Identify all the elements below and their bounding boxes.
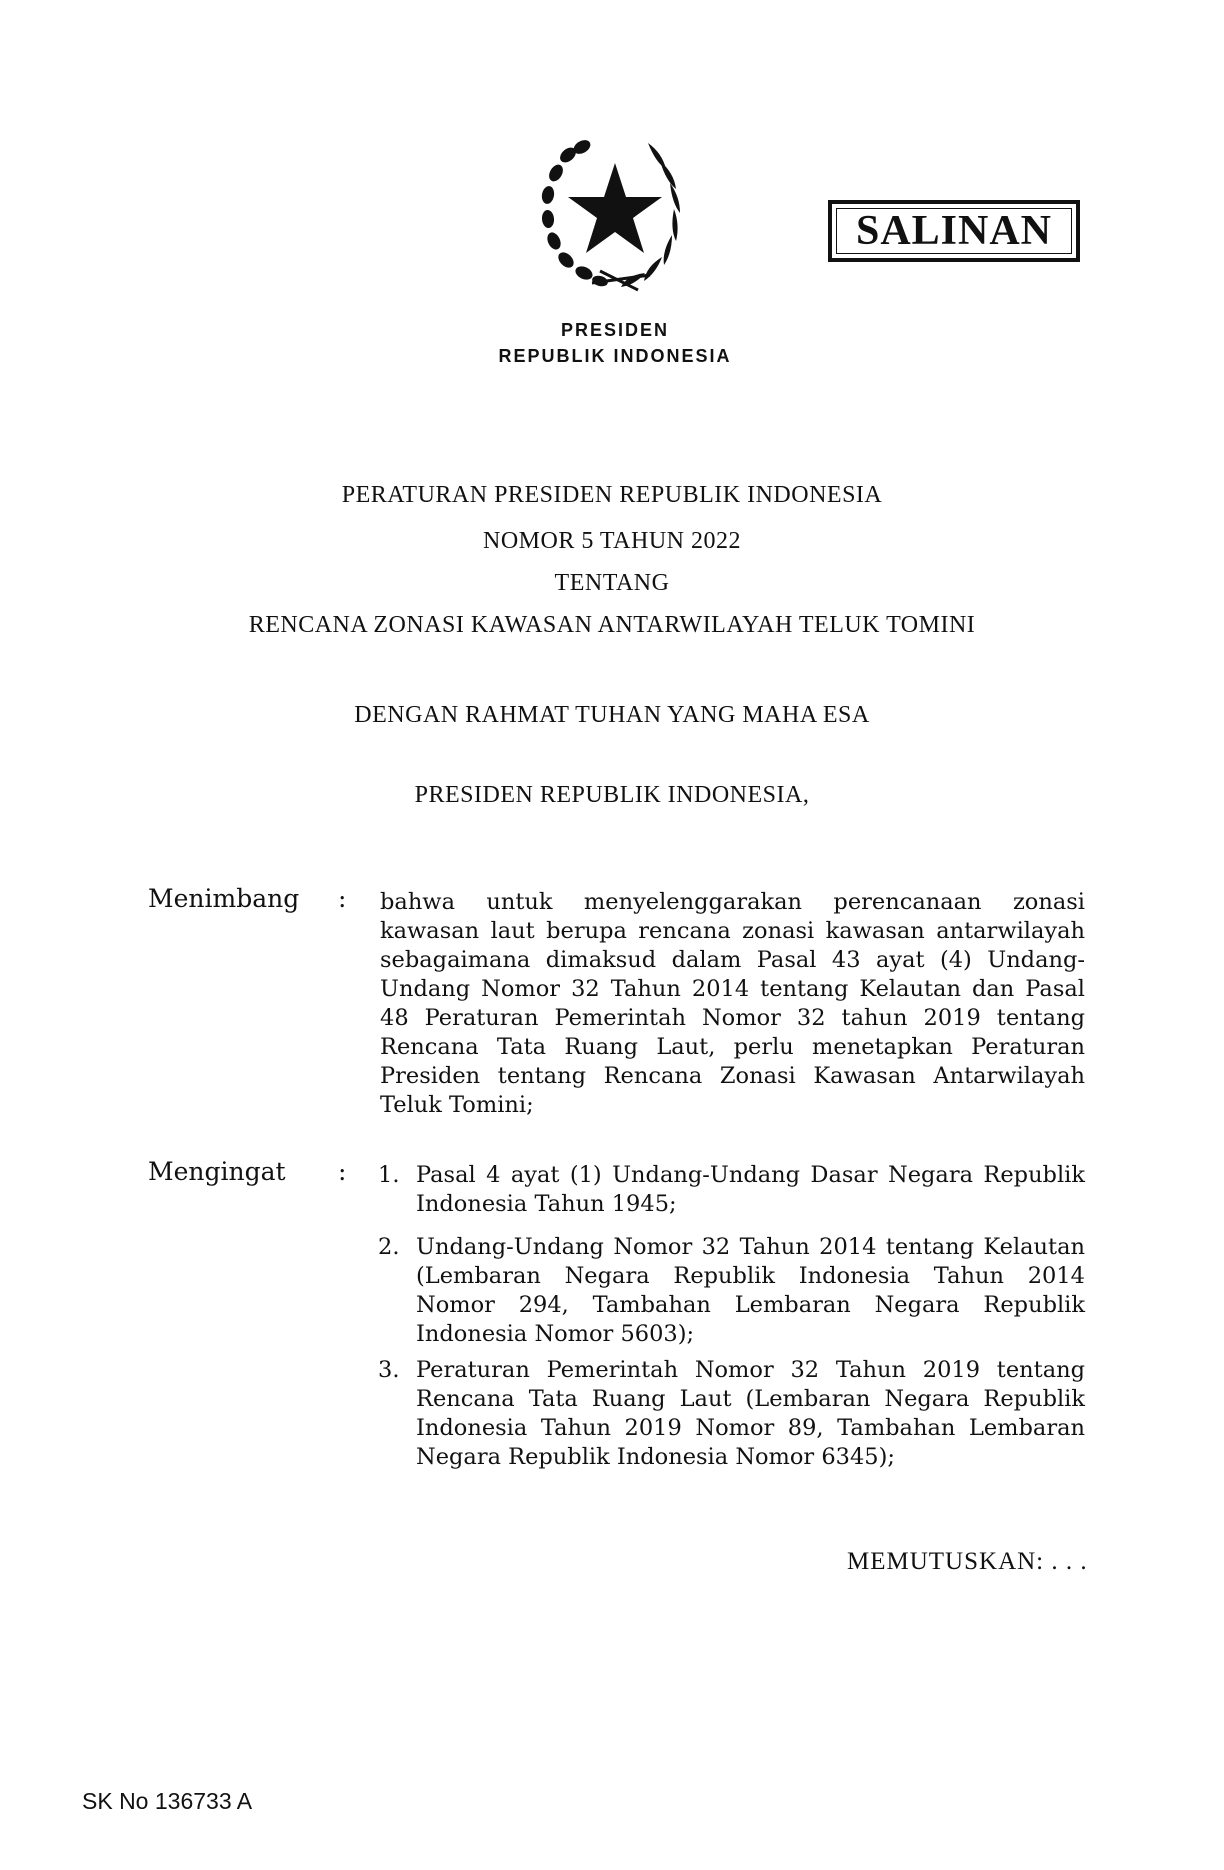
mengingat-item-number: 2. bbox=[378, 1234, 400, 1260]
presidential-star-emblem-icon bbox=[530, 125, 700, 300]
menimbang-label: Menimbang bbox=[148, 884, 300, 913]
preamble-president: PRESIDEN REPUBLIK INDONESIA, bbox=[414, 782, 810, 808]
mengingat-item-text: Undang-Undang Nomor 32 Tahun 2014 tentang Kelautan (Lembaran Negara Republik Indonesia Tahun 2014 Nomor 294, Tambahan Lembaran Negara Republik Indonesia Nomor 5603); bbox=[416, 1234, 1085, 1347]
mengingat-label: Mengingat bbox=[148, 1157, 286, 1186]
regulation-number: NOMOR 5 TAHUN 2022 bbox=[483, 528, 741, 554]
menimbang-colon: : bbox=[338, 884, 347, 913]
preamble-invocation: DENGAN RAHMAT TUHAN YANG MAHA ESA bbox=[354, 702, 870, 728]
mengingat-item-number: 3. bbox=[378, 1357, 400, 1383]
sk-number: SK No 136733 A bbox=[82, 1788, 253, 1814]
office-title-line2: REPUBLIK INDONESIA bbox=[498, 346, 732, 366]
mengingat-colon: : bbox=[338, 1157, 347, 1186]
regulation-subject: RENCANA ZONASI KAWASAN ANTARWILAYAH TELUK TOMINI bbox=[248, 612, 976, 638]
office-title-line1: PRESIDEN bbox=[560, 320, 670, 340]
mengingat-item-text: Peraturan Pemerintah Nomor 32 Tahun 2019 tentang Rencana Tata Ruang Laut (Lembaran Negara Republik Indonesia Tahun 2019 Nomor 89, Tambahan Lembaran Negara Republik Indonesia Nomor 6345); bbox=[416, 1357, 1085, 1470]
mengingat-item-text: Pasal 4 ayat (1) Undang-Undang Dasar Negara Republik Indonesia Tahun 1945; bbox=[416, 1162, 1085, 1217]
stamp-label: SALINAN bbox=[855, 208, 1053, 254]
menimbang-text: bahwa untuk menyelenggarakan perencanaan zonasi kawasan laut berupa rencana zonasi kawasan antarwilayah sebagaimana dimaksud dalam Pasal 43 ayat (4) Undang-Undang Nomor 32 Tahun 2014 tentang Kelautan dan Pasal 48 Peraturan Pemerintah Nomor 32 tahun 2019 tentang Rencana Tata Ruang Laut, perlu menetapkan Peraturan Presiden tentang Rencana Zonasi Kawasan Antarwilayah Teluk Tomini; bbox=[380, 889, 1085, 1118]
regulation-title: PERATURAN PRESIDEN REPUBLIK INDONESIA bbox=[341, 482, 883, 508]
mengingat-item-number: 1. bbox=[378, 1162, 400, 1188]
salinan-stamp bbox=[828, 200, 1080, 262]
continuation-marker: MEMUTUSKAN: . . . bbox=[847, 1548, 1088, 1575]
regulation-about: TENTANG bbox=[554, 570, 670, 596]
